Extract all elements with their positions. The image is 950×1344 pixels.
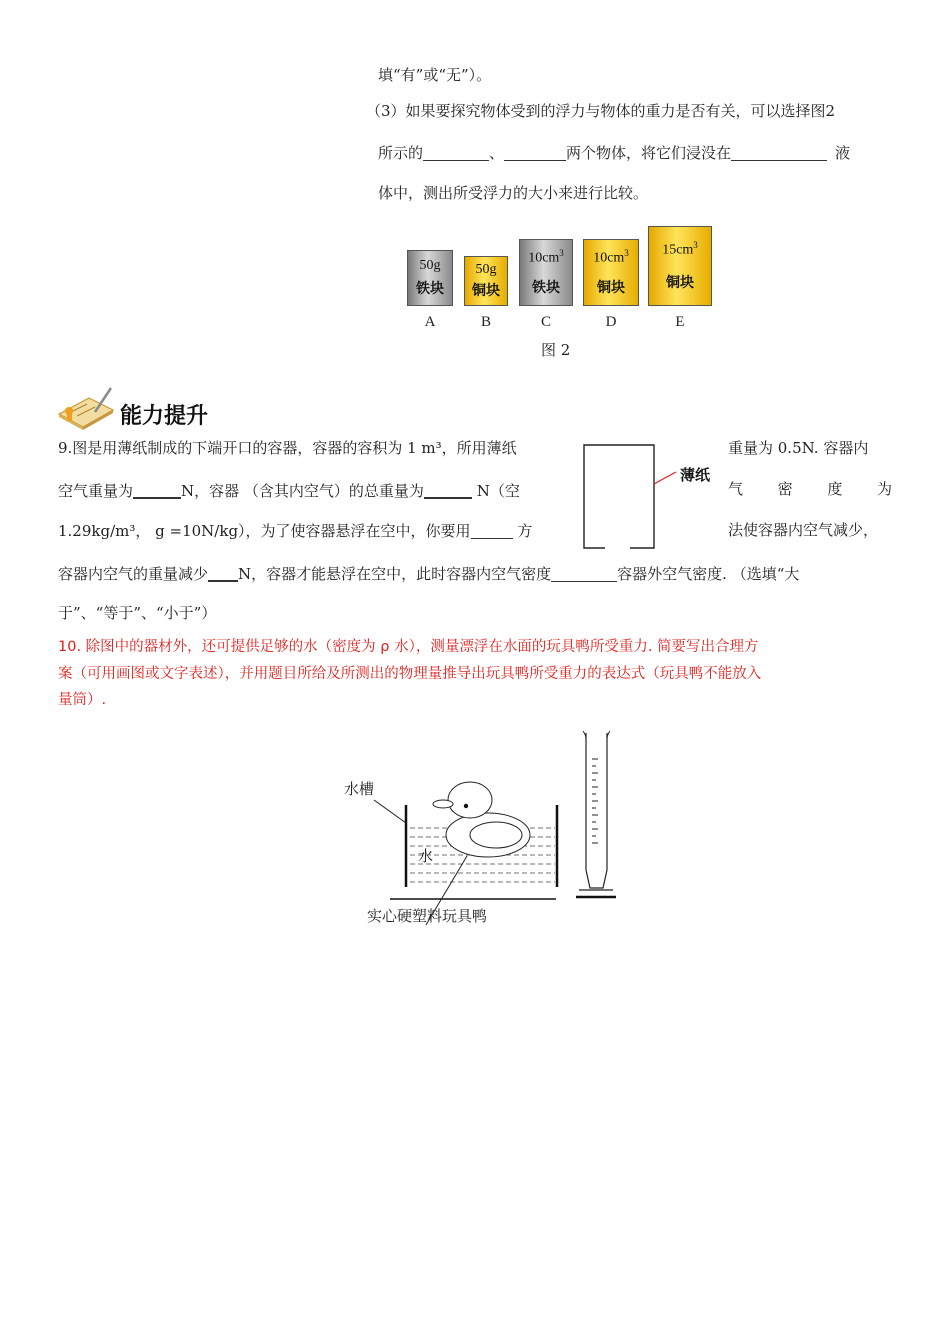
tank-duck-cylinder-drawing: [330, 725, 650, 930]
section-icon: [55, 384, 119, 430]
q3-line3: 体中，测出所受浮力的大小来进行比较。: [378, 184, 649, 202]
water-label: 水: [418, 847, 434, 865]
figure-caption: 图 2: [541, 341, 571, 359]
paper-label: 薄纸: [680, 466, 711, 484]
q3-line2: 所示的 、 两个物体，将它们浸没在 液: [378, 144, 851, 162]
block-a: 50g 铁块: [407, 250, 453, 306]
q3-line1: （3）如果要探究物体受到的浮力与物体的重力是否有关，可以选择图2: [366, 102, 836, 120]
block-label-e: E: [675, 314, 685, 330]
block-e: $15cm^3$ 铜块: [648, 226, 712, 306]
q10-line1: 10. 除图中的器材外，还可提供足够的水（密度为 ρ 水），测量漂浮在水面的玩具鸭所受重力. 简要写出合理方: [58, 639, 759, 655]
q9-line2-left: 空气重量为 N，容器 （含其内空气）的总重量为 N（空: [58, 482, 520, 500]
block-label-b: B: [480, 314, 491, 330]
answer-blank-air-weight[interactable]: [133, 482, 181, 499]
section-title: 能力提升: [120, 404, 209, 429]
q9-line1-left: 9.图是用薄纸制成的下端开口的容器，容器的容积为 1 m³，所用薄纸: [58, 439, 517, 457]
answer-blank-density[interactable]: [551, 566, 617, 582]
q9-line4: 容器内空气的重量减少 N，容器才能悬浮在空中，此时容器内空气密度 容器外空气密度. （选填“大: [58, 565, 800, 583]
q9-line3-left: 1.29kg/m³， g =10N/kg），为了使容器悬浮在空中，你要用 方: [58, 522, 533, 540]
block-label-d: D: [605, 314, 617, 330]
q9-line2-right: 气 密 度 为: [728, 480, 892, 498]
answer-blank-3[interactable]: [731, 145, 827, 161]
experiment-figure: [330, 725, 650, 930]
block-label-a: A: [424, 314, 436, 330]
answer-blank-2[interactable]: [504, 145, 566, 161]
answer-blank-1[interactable]: [423, 145, 489, 161]
duck-label: 实心硬塑料玩具鸭: [367, 907, 488, 925]
block-b: 50g 铜块: [464, 256, 508, 306]
q10-line2: 案（可用画图或文字表述），并用题目所给及所测出的物理量推导出玩具鸭所受重力的表达式（玩具鸭不能放入: [58, 666, 762, 682]
writing-board-icon: [55, 384, 119, 430]
answer-blank-total-weight[interactable]: [424, 482, 472, 499]
block-d: $10cm^3$ 铜块: [583, 239, 639, 306]
q9-line3-right: 法使容器内空气减少，: [728, 521, 879, 539]
answer-blank-reduce[interactable]: [208, 565, 238, 582]
q10-line3: 量筒）.: [58, 692, 107, 708]
q-fill-instruction: 填“有”或“无”）。: [378, 66, 492, 84]
answer-blank-method[interactable]: [471, 523, 513, 539]
block-c: $10cm^3$ 铁块: [519, 239, 573, 306]
tank-label: 水槽: [344, 780, 375, 798]
block-label-c: C: [540, 314, 551, 330]
q9-line5: 于”、“等于”、“小于”）: [58, 604, 217, 622]
paper-container-drawing: [578, 440, 728, 555]
q9-line1-right: 重量为 0.5N. 容器内: [728, 439, 869, 457]
paper-container-figure: [578, 440, 728, 555]
